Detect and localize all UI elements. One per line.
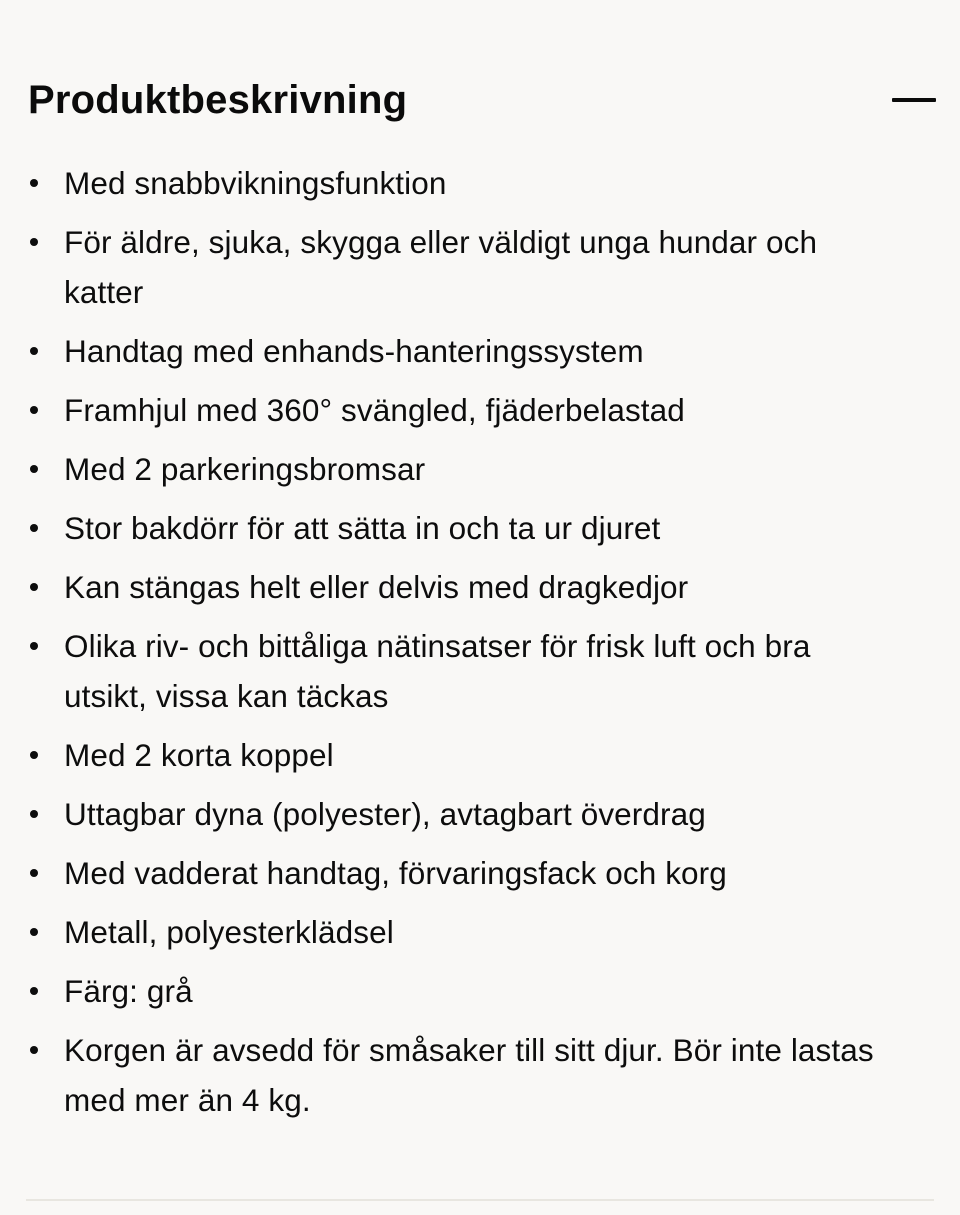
list-item-text: Kan stängas helt eller delvis med dragkedjor bbox=[64, 569, 689, 605]
list-item-text: Med snabbvikningsfunktion bbox=[64, 165, 447, 201]
list-item-text: Framhjul med 360° svängled, fjäderbelastad bbox=[64, 392, 685, 428]
list-item-text: Med 2 korta koppel bbox=[64, 737, 334, 773]
list-item bbox=[0, 444, 960, 494]
list-item-text: Korgen är avsedd för småsaker till sitt djur. Bör inte lastas med mer än 4 kg. bbox=[64, 1032, 874, 1118]
bullet-icon bbox=[30, 751, 38, 759]
bullet-icon bbox=[30, 869, 38, 877]
list-item bbox=[0, 730, 960, 780]
bullet-icon bbox=[30, 179, 38, 187]
collapse-button[interactable] bbox=[890, 80, 936, 120]
bullet-icon bbox=[30, 583, 38, 591]
list-item bbox=[0, 907, 960, 957]
list-item bbox=[0, 1025, 960, 1125]
list-item-text: Handtag med enhands-hanteringssystem bbox=[64, 333, 644, 369]
list-item-text: Med 2 parkeringsbromsar bbox=[64, 451, 426, 487]
feature-list bbox=[0, 158, 960, 1134]
minus-icon[interactable] bbox=[892, 98, 936, 102]
list-item bbox=[0, 217, 960, 317]
list-item bbox=[0, 326, 960, 376]
section-title: Produktbeskrivning bbox=[28, 78, 408, 122]
bullet-icon bbox=[30, 406, 38, 414]
bullet-icon bbox=[30, 524, 38, 532]
bullet-icon bbox=[30, 987, 38, 995]
bullet-icon bbox=[30, 465, 38, 473]
list-item-text: För äldre, sjuka, skygga eller väldigt unga hundar och katter bbox=[64, 224, 818, 310]
list-item-text: Metall, polyesterklädsel bbox=[64, 914, 394, 950]
list-item bbox=[0, 966, 960, 1016]
list-item bbox=[0, 158, 960, 208]
list-item bbox=[0, 562, 960, 612]
bullet-icon bbox=[30, 238, 38, 246]
list-item-text: Stor bakdörr för att sätta in och ta ur djuret bbox=[64, 510, 661, 546]
bullet-icon bbox=[30, 347, 38, 355]
list-item bbox=[0, 621, 960, 721]
product-description-header[interactable] bbox=[28, 70, 934, 130]
list-item bbox=[0, 848, 960, 898]
list-item bbox=[0, 789, 960, 839]
bullet-icon bbox=[30, 1046, 38, 1054]
list-item-text: Färg: grå bbox=[64, 973, 193, 1009]
list-item-text: Olika riv- och bittåliga nätinsatser för frisk luft och bra utsikt, vissa kan täckas bbox=[64, 628, 811, 714]
list-item bbox=[0, 503, 960, 553]
list-item-text: Uttagbar dyna (polyester), avtagbart överdrag bbox=[64, 796, 706, 832]
list-item bbox=[0, 385, 960, 435]
bullet-icon bbox=[30, 810, 38, 818]
list-item-text: Med vadderat handtag, förvaringsfack och korg bbox=[64, 855, 727, 891]
section-divider bbox=[26, 1199, 934, 1201]
bullet-icon bbox=[30, 928, 38, 936]
bullet-icon bbox=[30, 642, 38, 650]
